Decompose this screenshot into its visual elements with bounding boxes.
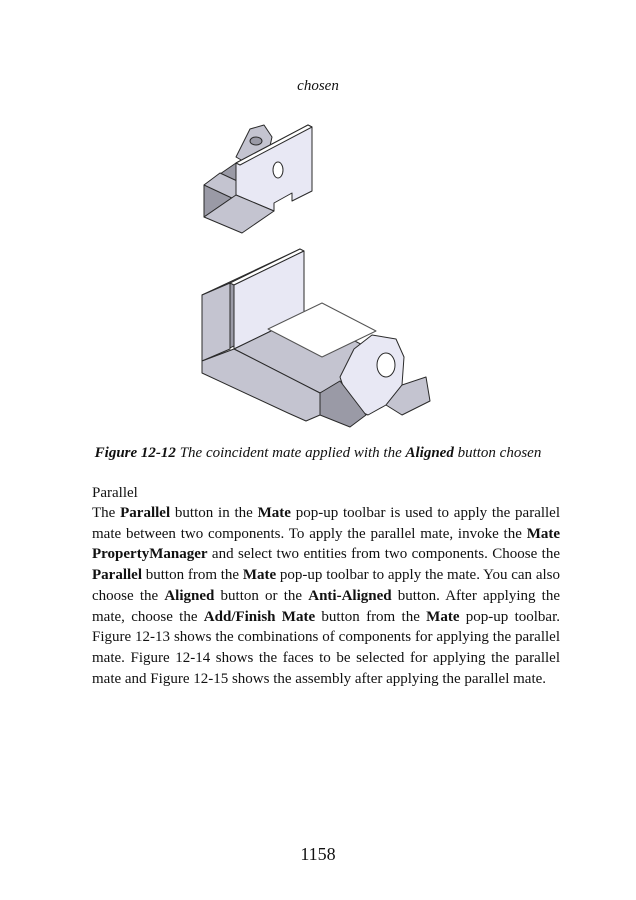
para-seg-bold: Parallel xyxy=(92,567,142,584)
section-title: Parallel xyxy=(92,485,138,501)
caption-bold-word: Aligned xyxy=(405,445,454,461)
caption-text-after: button chosen xyxy=(453,445,542,461)
para-seg-bold: Anti-Aligned xyxy=(308,587,392,604)
para-seg: pop-up toolbar is used to apply the parallel mate between two components. To apply the parallel mate, invoke the xyxy=(92,505,561,542)
bracket-part xyxy=(204,125,312,233)
caption-text-before: The coincident mate applied with the xyxy=(175,445,406,461)
para-seg: button or the xyxy=(214,587,309,604)
figure-label: Figure 12-12 xyxy=(94,445,176,461)
para-seg: The xyxy=(92,505,121,521)
para-seg: button from the xyxy=(141,567,243,584)
para-seg: pop-up toolbar to apply the mate. You can also choose the xyxy=(92,567,560,604)
para-seg: button in the xyxy=(170,505,258,521)
para-seg-bold: Mate xyxy=(426,608,460,625)
continued-heading-fragment: chosen xyxy=(297,78,339,94)
assembly-drawing xyxy=(190,115,450,445)
page-number: 1158 xyxy=(300,844,336,864)
para-seg: button from the xyxy=(315,608,427,625)
para-seg: and select two entities from two components. Choose the xyxy=(207,546,560,563)
para-seg: button. After applying the mate, choose the xyxy=(92,587,561,625)
para-seg-bold: Mate xyxy=(257,505,291,521)
body-paragraph xyxy=(92,503,560,689)
para-seg-bold: Mate xyxy=(242,567,277,584)
figure-caption xyxy=(40,445,596,462)
figure-12-12-illustration xyxy=(190,115,450,445)
para-seg-bold: Mate PropertyManager xyxy=(92,525,560,563)
para-seg: pop-up toolbar. Figure 12-13 shows the combinations of components for applying the parallel mate. Figure 12-14 shows the faces to be selected for applying the parallel mate and Figure 12-15 shows the assembly after applying the parallel mate. xyxy=(92,608,560,687)
para-seg-bold: Aligned xyxy=(164,587,215,604)
para-seg-bold: Add/Finish Mate xyxy=(203,608,316,625)
base-part xyxy=(202,249,430,427)
para-seg-bold: Parallel xyxy=(120,505,171,521)
